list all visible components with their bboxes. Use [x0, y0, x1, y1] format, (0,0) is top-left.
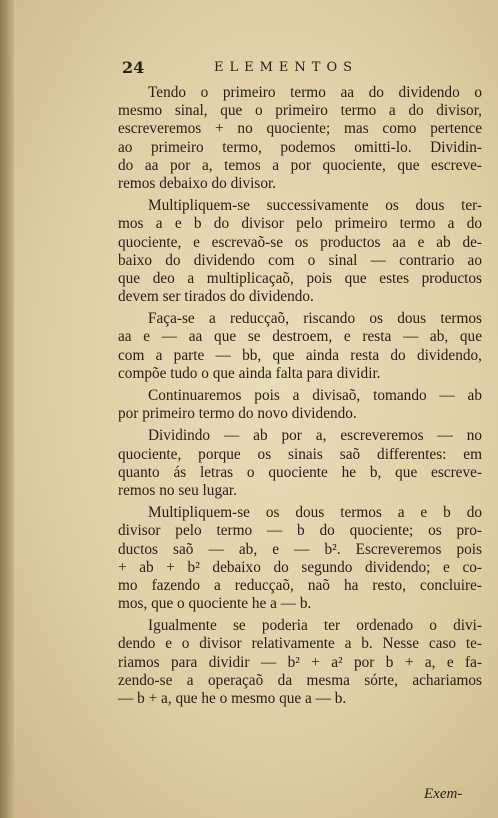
- text-line: Continuaremos pois a divisaõ, tomando — ab: [148, 387, 482, 404]
- text-line: ductos saõ — ab, e — b². Escreveremos pois: [118, 540, 482, 558]
- text-line: por primeiro termo do novo dividendo.: [118, 405, 357, 423]
- text-line: mo fazendo a reducçaõ, naõ ha resto, concluire-: [118, 576, 482, 594]
- text-line: aa e — aa que se destroem, e resta — ab, que: [118, 328, 482, 346]
- text-line: remos debaixo do divisor.: [118, 174, 277, 192]
- text-line: dendo e o divisor relativamente a b. Nesse caso te-: [118, 635, 482, 653]
- text-line: Faça-se a reducçaõ, riscando os dous termos: [148, 310, 482, 328]
- text-line: Multipliquem-se successivamente os dous ter-: [148, 197, 482, 215]
- paragraph: [118, 84, 482, 193]
- text-line: que deo a multiplicaçaõ, pois que estes productos: [118, 269, 482, 287]
- paragraph: [118, 427, 482, 500]
- page-gutter-shadow: [0, 0, 14, 818]
- text-line: remos no seu lugar.: [118, 481, 237, 499]
- text-line: riamos para dividir — b² + a² por b + a, e fa-: [118, 653, 482, 671]
- text-line: quociente, porque os sinais saõ differentes: em: [118, 445, 482, 463]
- text-line: mos, que o quociente he a — b.: [118, 595, 312, 613]
- paragraph: [118, 197, 482, 306]
- text-line: quociente, e escrevaõ-se os productos aa e ab de-: [118, 233, 482, 251]
- text-line: mesmo sinal, que o primeiro termo a do divisor,: [118, 102, 482, 120]
- catchword: Exem-: [424, 786, 463, 802]
- text-line: divisor pelo termo — b do quociente; os pro-: [118, 522, 482, 540]
- text-line: Igualmente se poderia ter ordenado o divi-: [148, 617, 482, 635]
- text-line: Multipliquem-se os dous termos a e b do: [148, 504, 482, 522]
- page-header: [118, 58, 488, 80]
- paragraph: [118, 387, 482, 423]
- page-number: 24: [122, 58, 145, 77]
- text-line: com a parte — bb, que ainda resta do dividendo,: [118, 346, 482, 364]
- text-line: Dividindo — ab por a, escreveremos — no: [148, 427, 482, 445]
- body-text: [118, 84, 482, 712]
- text-line: compõe tudo o que ainda falta para dividir.: [118, 364, 381, 382]
- paragraph: [118, 504, 482, 613]
- text-line: zendo-se a operaçaõ da mesma sórte, achariamos: [118, 671, 482, 689]
- paragraph: [118, 617, 482, 708]
- text-line: — b + a, que he o mesmo que a — b.: [118, 690, 347, 707]
- running-title: ELEMENTOS: [214, 60, 359, 75]
- text-line: escreveremos + no quociente; mas como pertence: [118, 120, 482, 138]
- paragraph: [118, 310, 482, 383]
- text-line: baixo do dividendo com o sinal — contrario ao: [118, 251, 482, 269]
- text-line: devem ser tirados do dividendo.: [118, 288, 314, 306]
- text-line: ao primeiro termo, podemos omitti-lo. Dividin-: [118, 138, 482, 156]
- text-line: do aa por a, temos a por quociente, que escreve-: [118, 156, 482, 174]
- text-line: Tendo o primeiro termo aa do dividendo o: [148, 84, 482, 101]
- text-line: + ab + b² debaixo do segundo dividendo; e co-: [118, 558, 482, 576]
- text-line: mos a e b do divisor pelo primeiro termo a do: [118, 215, 482, 233]
- text-line: quanto ás letras o quociente he b, que escreve-: [118, 463, 482, 481]
